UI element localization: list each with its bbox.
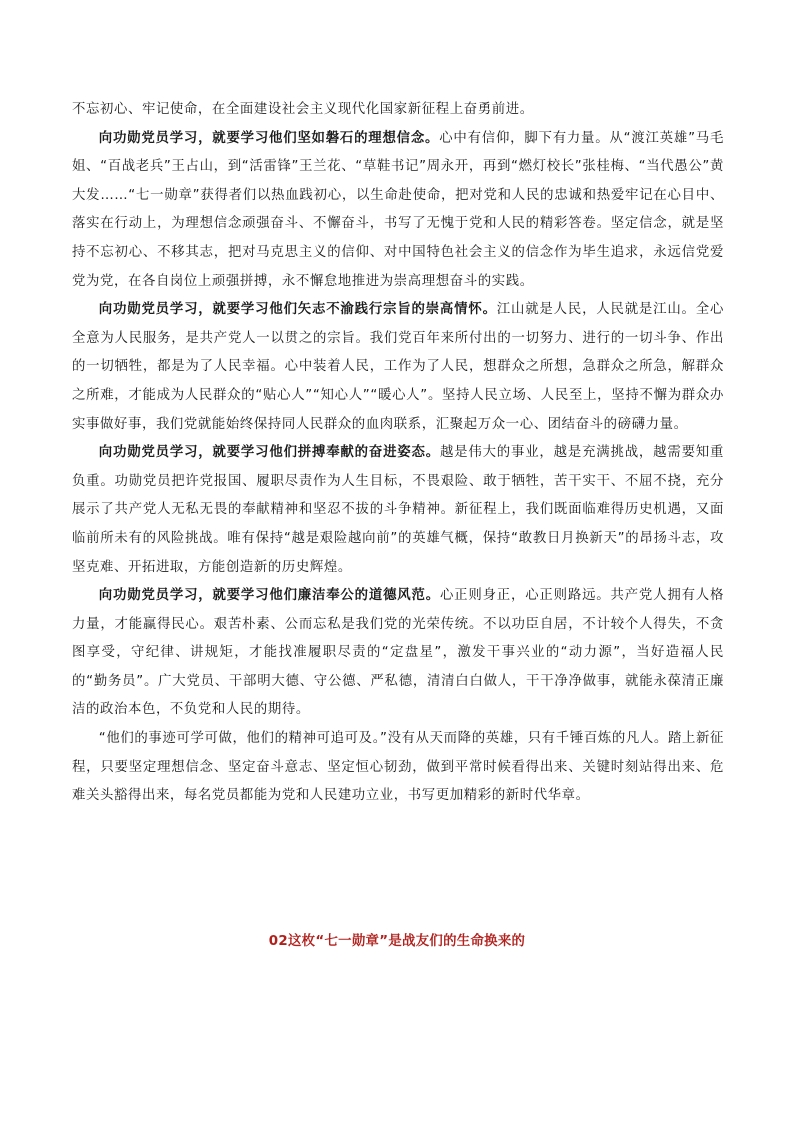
- paragraph-text: 心中有信仰，脚下有力量。从“渡江英雄”马毛姐、“百战老兵”王占山，到“活雷锋”王兰花、“草鞋书记”周永开，再到“燃灯校长”张桂梅、“当代愚公”黄大发……“七一勋章”获得者们以热血践初心，以生命赴使命，把对党和人民的忠诚和热爱牢记在心目中、落实在行动上，为理想信念顽强奋斗、不懈奋斗，书写了无愧于党和人民的精彩答卷。坚定信念，就是坚持不忘初心、不移其志，把对马克思主义的信仰、对中国特色社会主义的信念作为毕生追求，永远信党爱党为党，在各自岗位上顽强拼搏，永不懈怠地推进为崇高理想奋斗的实践。: [72, 130, 724, 289]
- paragraph-5: [72, 582, 724, 725]
- paragraph-text: 不忘初心、牢记使命，在全面建设社会主义现代化国家新征程上奋勇前进。: [72, 102, 534, 117]
- paragraph-4: [72, 439, 724, 582]
- paragraph-lead: 向功勋党员学习，就要学习他们廉洁奉公的道德风范。: [98, 588, 440, 604]
- paragraph-3: [72, 296, 724, 439]
- paragraph-6: [72, 725, 724, 811]
- paragraph-1: [72, 96, 724, 125]
- paragraph-lead: 向功勋党员学习，就要学习他们矢志不渝践行宗旨的崇高情怀。: [98, 302, 497, 318]
- section-heading: 02这枚“七一勋章”是战友们的生命换来的: [268, 934, 526, 949]
- paragraph-lead: 向功勋党员学习，就要学习他们坚如磐石的理想信念。: [98, 130, 440, 146]
- paragraph-2: [72, 125, 724, 297]
- paragraph-text: 越是伟大的事业，越是充满挑战，越需要知重负重。功勋党员把许党报国、履职尽责作为人生目标，不畏艰险、敢于牺牲，苦干实干、不屈不挠，充分展示了共产党人无私无畏的奉献精神和坚忍不拔的斗争精神。新征程上，我们既面临难得历史机遇，又面临前所未有的风险挑战。唯有保持“越是艰险越向前”的英雄气概，保持“敢教日月换新天”的昂扬斗志，攻坚克难、开拓进取，方能创造新的历史辉煌。: [72, 445, 724, 575]
- paragraph-text: “他们的事迹可学可做，他们的精神可追可及。”没有从天而降的英雄，只有千锤百炼的凡人。踏上新征程，只要坚定理想信念、坚定奋斗意志、坚定恒心韧劲，做到平常时候看得出来、关键时刻站得出来、危难关头豁得出来，每名党员都能为党和人民建功立业，书写更加精彩的新时代华章。: [72, 731, 724, 804]
- document-body: [72, 96, 724, 811]
- paragraph-lead: 向功勋党员学习，就要学习他们拼搏奉献的奋进姿态。: [98, 445, 440, 461]
- paragraph-text: 心正则身正，心正则路远。共产党人拥有人格力量，才能赢得民心。艰苦朴素、公而忘私是我们党的光荣传统。不以功臣自居，不计较个人得失，不贪图享受，守纪律、讲规矩，才能找准履职尽责的“定盘星”，激发干事兴业的“动力源”，当好造福人民的“勤务员”。广大党员、干部明大德、守公德、严私德，清清白白做人，干干净净做事，就能永葆清正廉洁的政治本色，不负党和人民的期待。: [72, 588, 724, 718]
- paragraph-text: 江山就是人民，人民就是江山。全心全意为人民服务，是共产党人一以贯之的宗旨。我们党百年来所付出的一切努力、进行的一切斗争、作出的一切牺牲，都是为了人民幸福。心中装着人民，工作为了人民，想群众之所想，急群众之所急，解群众之所难，才能成为人民群众的“贴心人”“知心人”“暖心人”。坚持人民立场、人民至上，坚持不懈为群众办实事做好事，我们党就能始终保持同人民群众的血肉联系，汇聚起万众一心、团结奋斗的磅礴力量。: [72, 302, 724, 432]
